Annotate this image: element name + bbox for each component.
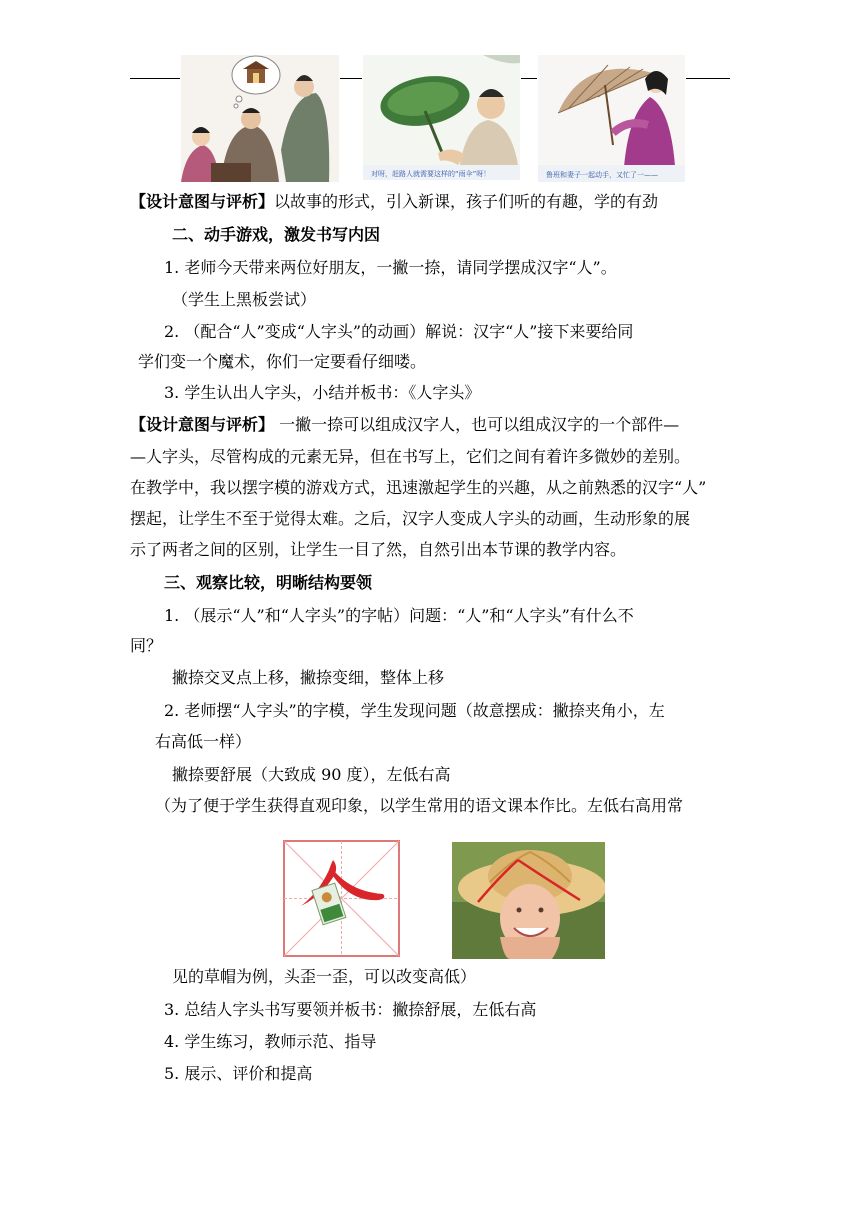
story-image-lotus-leaf	[363, 55, 520, 180]
divider-line	[521, 78, 537, 79]
step-item: 2. 老师摆“人字头”的字模，学生发现问题（故意摆成：撇捺夹角小，左	[164, 701, 665, 720]
design-intent-paragraph-1	[130, 192, 658, 212]
step-item: 2. （配合“人”变成“人字头”的动画）解说：汉字“人”接下来要给同	[164, 322, 634, 341]
step-item-continued: 右高低一样）	[155, 732, 252, 751]
divider-line	[340, 78, 362, 79]
step-item-continued: 同？	[130, 636, 163, 655]
step-item: 1. （展示“人”和“人字头”的字帖）问题：“人”和“人字头”有什么不	[164, 606, 634, 625]
image-caption: 对呀，赶路人就需要这样的“雨伞”呀！	[371, 170, 491, 178]
story-image-umbrella	[538, 55, 685, 182]
paragraph-text: 一撇一捺可以组成汉字人，也可以组成汉字的一个部件—	[274, 415, 680, 434]
step-item-continued: 学们变一个魔术，你们一定要看仔细喽。	[138, 352, 427, 371]
design-intent-label: 【设计意图与评析】	[130, 415, 275, 434]
step-note: 撇捺交叉点上移，撇捺变细，整体上移	[172, 668, 445, 687]
design-intent-paragraph-2	[130, 415, 679, 435]
step-item: 4. 学生练习，教师示范、指导	[164, 1032, 377, 1051]
section-heading-2: 二、动手游戏，激发书写内因	[172, 225, 381, 244]
divider-line	[130, 78, 180, 79]
paragraph-text: —人字头，尽管构成的元素无异，但在书写上，它们之间有着许多微妙的差别。	[130, 447, 691, 466]
paragraph-text: 示了两者之间的区别，让学生一目了然，自然引出本节课的教学内容。	[130, 540, 627, 559]
step-item: 3. 总结人字头书写要领并板书：撇捺舒展，左低右高	[164, 1000, 537, 1019]
design-intent-label: 【设计意图与评析】	[130, 192, 275, 211]
divider-line	[686, 78, 730, 79]
step-note: （为了便于学生获得直观印象，以学生常用的语文课本作比。左低右高用常	[155, 796, 684, 815]
step-note: （学生上黑板尝试）	[172, 290, 317, 309]
character-grid-image	[283, 840, 400, 957]
story-image-pavilion	[181, 55, 339, 182]
paragraph-text: 以故事的形式，引入新课，孩子们听的有趣，学的有劲	[274, 192, 659, 211]
step-item: 5. 展示、评价和提高	[164, 1064, 313, 1083]
step-note: 撇捺要舒展（大致成 90 度），左低右高	[172, 765, 451, 784]
image-caption: 鲁班和妻子一起动手，又忙了一——	[546, 171, 658, 179]
paragraph-text: 在教学中，我以摆字模的游戏方式，迅速激起学生的兴趣，从之前熟悉的汉字“人”	[130, 478, 707, 497]
step-item: 3. 学生认出人字头，小结并板书：《人字头》	[164, 383, 481, 402]
paragraph-text: 摆起，让学生不至于觉得太难。之后，汉字人变成人字头的动画，生动形象的展	[130, 509, 691, 528]
straw-hat-photo	[452, 842, 605, 959]
step-note-continued: 见的草帽为例，头歪一歪，可以改变高低）	[172, 967, 477, 986]
section-heading-3: 三、观察比较，明晰结构要领	[164, 573, 373, 592]
step-item: 1. 老师今天带来两位好朋友，一撇一捺，请同学摆成汉字“人”。	[164, 258, 617, 277]
